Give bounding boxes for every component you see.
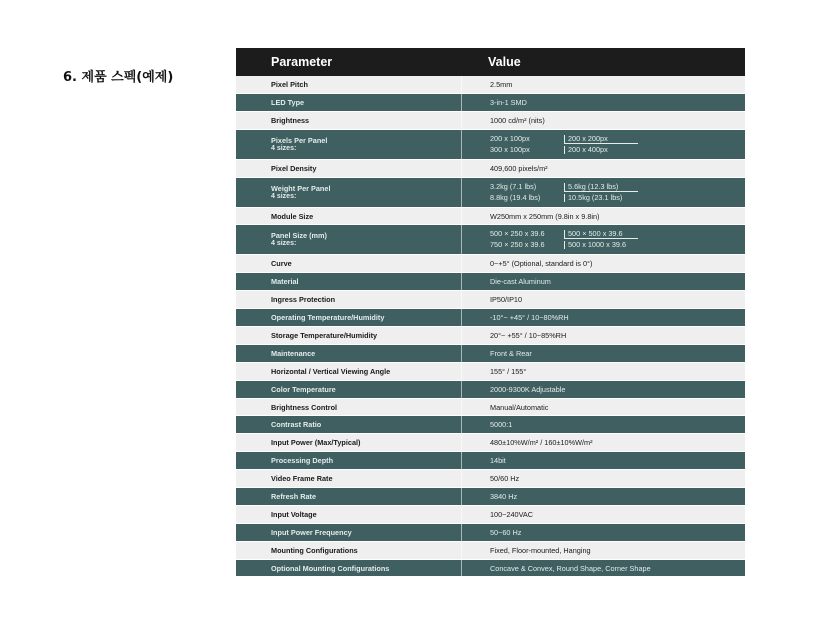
- size-option: 300 x 100px: [490, 144, 530, 154]
- row-parameter: LED Type: [271, 97, 305, 107]
- row-value: 14bit: [461, 452, 745, 469]
- table-row: [236, 208, 745, 226]
- table-row: [236, 363, 745, 381]
- size-grid: [490, 230, 745, 249]
- row-parameter: Pixel Pitch: [271, 79, 308, 89]
- size-option: 5.6kg (12.3 lbs): [564, 183, 638, 192]
- row-parameter: Pixel Density: [271, 163, 317, 173]
- row-parameter-cell: [236, 178, 461, 207]
- size-option: 8.8kg (19.4 lbs): [490, 192, 541, 202]
- row-parameter: Curve: [271, 259, 292, 269]
- row-parameter: Processing Depth: [271, 456, 334, 466]
- table-row: [236, 255, 745, 273]
- row-parameter: Maintenance: [271, 348, 316, 358]
- row-parameter: Optional Mounting Configurations: [271, 563, 390, 573]
- row-value-cell: [461, 225, 745, 254]
- row-parameter: Input Power (Max/Typical): [271, 438, 361, 448]
- size-option: 500 × 500 x 39.6: [564, 230, 638, 239]
- row-value: 5000:1: [461, 416, 745, 433]
- row-value: 3840 Hz: [461, 488, 745, 505]
- row-parameter: Storage Temperature/Humidity: [271, 330, 378, 340]
- table-row: [236, 542, 745, 560]
- row-parameter: Pixels Per Panel: [271, 135, 328, 145]
- row-parameter: Ingress Protection: [271, 295, 336, 305]
- row-parameter-sub: 4 sizes:: [271, 144, 297, 152]
- row-value: 50~60 Hz: [461, 524, 745, 541]
- row-parameter: Input Voltage: [271, 509, 317, 519]
- table-row: [236, 76, 745, 94]
- table-row: [236, 524, 745, 542]
- table-row: [236, 160, 745, 178]
- row-parameter: Input Power Frequency: [271, 527, 352, 537]
- table-row: [236, 452, 745, 470]
- row-parameter-sub: 4 sizes:: [271, 240, 297, 248]
- table-row: [236, 488, 745, 506]
- size-option: 200 x 100px: [490, 133, 530, 143]
- row-parameter: Material: [271, 277, 299, 287]
- row-parameter: Refresh Rate: [271, 491, 317, 501]
- row-value: Concave & Convex, Round Shape, Corner Shape: [461, 560, 745, 577]
- row-value-cell: [461, 130, 745, 159]
- spec-table: [236, 48, 745, 577]
- table-row: [236, 225, 745, 255]
- size-grid: [490, 135, 745, 154]
- row-parameter: Operating Temperature/Humidity: [271, 313, 385, 323]
- size-option: 200 x 200px: [564, 135, 638, 144]
- table-row: [236, 112, 745, 130]
- row-value: 20°~ +55° / 10~85%RH: [461, 327, 745, 344]
- table-row: [236, 130, 745, 160]
- table-row: [236, 560, 745, 578]
- table-header: [236, 48, 745, 76]
- table-row: [236, 178, 745, 208]
- row-value: 409,600 pixels/m²: [461, 160, 745, 177]
- row-value: Fixed, Floor-mounted, Hanging: [461, 542, 745, 559]
- table-row: [236, 381, 745, 399]
- table-row: [236, 399, 745, 417]
- row-value: W250mm x 250mm (9.8in x 9.8in): [461, 208, 745, 225]
- row-parameter: Contrast Ratio: [271, 420, 322, 430]
- section-title: 6. 제품 스펙(예제): [63, 70, 174, 85]
- table-row: [236, 416, 745, 434]
- row-parameter: Video Frame Rate: [271, 474, 333, 484]
- size-grid: [490, 183, 745, 202]
- table-row: [236, 94, 745, 112]
- row-value: 3-in-1 SMD: [461, 94, 745, 111]
- row-parameter: Mounting Configurations: [271, 545, 358, 555]
- table-row: [236, 470, 745, 488]
- row-value-cell: [461, 178, 745, 207]
- row-value: -10°~ +45° / 10~80%RH: [461, 309, 745, 326]
- table-row: [236, 506, 745, 524]
- row-parameter: Brightness Control: [271, 402, 338, 412]
- row-value: 50/60 Hz: [461, 470, 745, 487]
- table-row: [236, 273, 745, 291]
- row-value: 2000-9300K Adjustable: [461, 381, 745, 398]
- row-value: 480±10%W/m² / 160±10%W/m²: [461, 434, 745, 451]
- table-row: [236, 309, 745, 327]
- size-option: 500 × 250 x 39.6: [490, 229, 545, 239]
- table-row: [236, 327, 745, 345]
- row-parameter: Panel Size (mm): [271, 231, 327, 241]
- header-value: Value: [488, 55, 521, 69]
- row-value: 100~240VAC: [461, 506, 745, 523]
- size-option: 10.5kg (23.1 lbs): [564, 194, 638, 202]
- row-value: 0~+5° (Optional, standard is 0°): [461, 255, 745, 272]
- table-row: [236, 434, 745, 452]
- size-option: 500 x 1000 x 39.6: [564, 241, 638, 249]
- row-value: IP50/IP10: [461, 291, 745, 308]
- row-value: 2.5mm: [461, 76, 745, 93]
- row-parameter: Color Temperature: [271, 384, 336, 394]
- size-option: 200 x 400px: [564, 146, 638, 154]
- row-parameter-sub: 4 sizes:: [271, 192, 297, 200]
- row-value: Front & Rear: [461, 345, 745, 362]
- header-parameter: Parameter: [271, 55, 333, 69]
- row-parameter: Horizontal / Vertical Viewing Angle: [271, 366, 391, 376]
- row-parameter: Weight Per Panel: [271, 183, 331, 193]
- table-row: [236, 345, 745, 363]
- row-parameter: Brightness: [271, 115, 310, 125]
- row-value: 155° / 155°: [461, 363, 745, 380]
- size-option: 3.2kg (7.1 lbs): [490, 181, 537, 191]
- row-value: Die-cast Aluminum: [461, 273, 745, 290]
- row-parameter: Module Size: [271, 211, 314, 221]
- size-option: 750 × 250 x 39.6: [490, 240, 545, 250]
- row-value: Manual/Automatic: [461, 399, 745, 416]
- table-row: [236, 291, 745, 309]
- row-value: 1000 cd/m² (nits): [461, 112, 745, 129]
- row-parameter-cell: [236, 225, 461, 254]
- row-parameter-cell: [236, 130, 461, 159]
